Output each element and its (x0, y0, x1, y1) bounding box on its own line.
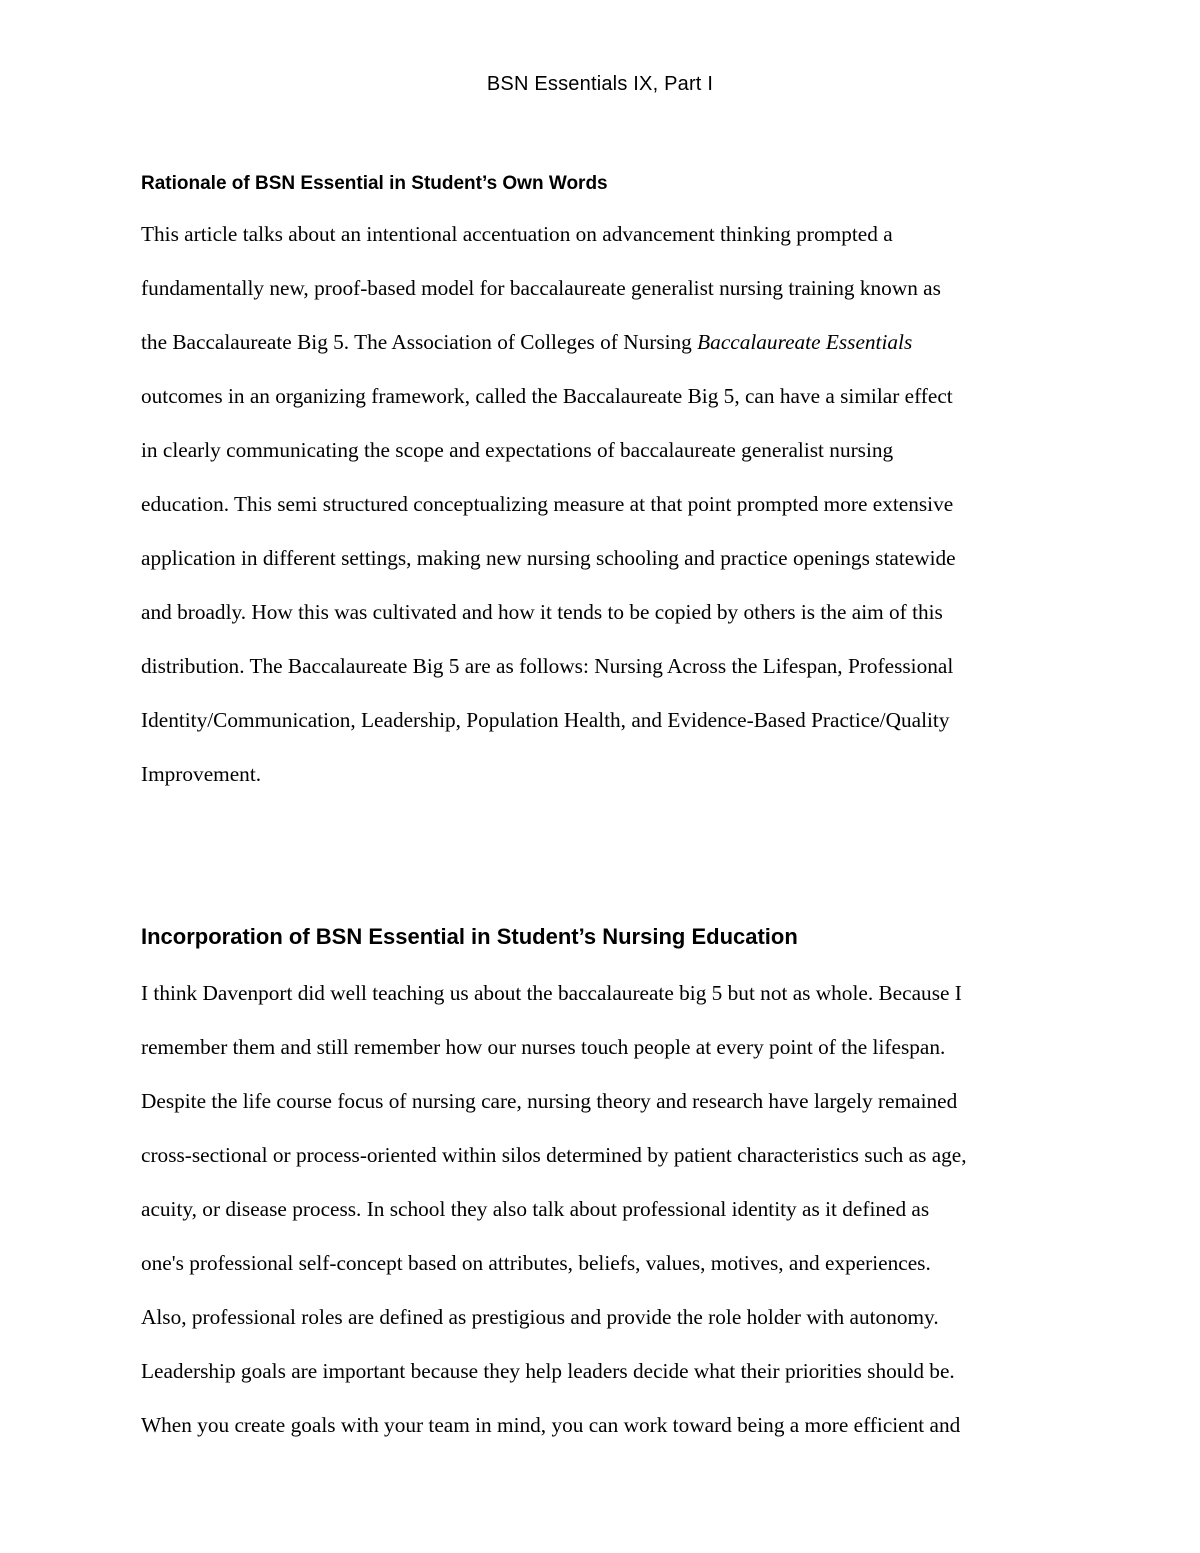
paragraph-line: distribution. The Baccalaureate Big 5 are as follows: Nursing Across the Lifespan, Professional (141, 654, 954, 678)
section-heading-rationale: Rationale of BSN Essential in Student’s Own Words (141, 173, 608, 194)
paragraph-line: acuity, or disease process. In school they also talk about professional identity as it defined as (141, 1197, 930, 1221)
paragraph-line: application in different settings, making new nursing schooling and practice openings statewide (141, 546, 956, 570)
paragraph-line: education. This semi structured conceptualizing measure at that point prompted more extensive (141, 492, 954, 516)
paragraph-line: in clearly communicating the scope and expectations of baccalaureate generalist nursing (141, 438, 894, 462)
paragraph-line: remember them and still remember how our nurses touch people at every point of the lifespan. (141, 1035, 946, 1059)
paragraph-line: Improvement. (141, 762, 262, 786)
paragraph-line: Leadership goals are important because they help leaders decide what their priorities should be. (141, 1359, 955, 1383)
paragraph-line: fundamentally new, proof-based model for baccalaureate generalist nursing training known as (141, 276, 941, 300)
paragraph-line: I think Davenport did well teaching us about the baccalaureate big 5 but not as whole. Because I (141, 981, 962, 1005)
paragraph-line (141, 315, 1071, 369)
paragraph-line: one's professional self-concept based on attributes, beliefs, values, motives, and experiences. (141, 1251, 931, 1275)
paragraph-line: When you create goals with your team in mind, you can work toward being a more efficient and (141, 1413, 961, 1437)
paragraph-incorporation (141, 966, 1071, 1452)
paragraph-line: Also, professional roles are defined as prestigious and provide the role holder with autonomy. (141, 1305, 939, 1329)
paragraph-line: and broadly. How this was cultivated and how it tends to be copied by others is the aim of this (141, 600, 943, 624)
paragraph-line: cross-sectional or process-oriented within silos determined by patient characteristics such as age, (141, 1143, 967, 1167)
paragraph-line: Despite the life course focus of nursing care, nursing theory and research have largely remained (141, 1089, 958, 1113)
paragraph-rationale (141, 207, 1071, 801)
italic-title: Baccalaureate Essentials (697, 330, 913, 354)
paragraph-line: This article talks about an intentional accentuation on advancement thinking prompted a (141, 222, 893, 246)
paragraph-line-text: the Baccalaureate Big 5. The Association of Colleges of Nursing (141, 330, 692, 354)
paragraph-line: Identity/Communication, Leadership, Population Health, and Evidence-Based Practice/Quality (141, 708, 950, 732)
section-heading-incorporation: Incorporation of BSN Essential in Student’s Nursing Education (141, 924, 798, 949)
paragraph-line: outcomes in an organizing framework, called the Baccalaureate Big 5, can have a similar effect (141, 384, 953, 408)
running-header: BSN Essentials IX, Part I (486, 73, 714, 95)
